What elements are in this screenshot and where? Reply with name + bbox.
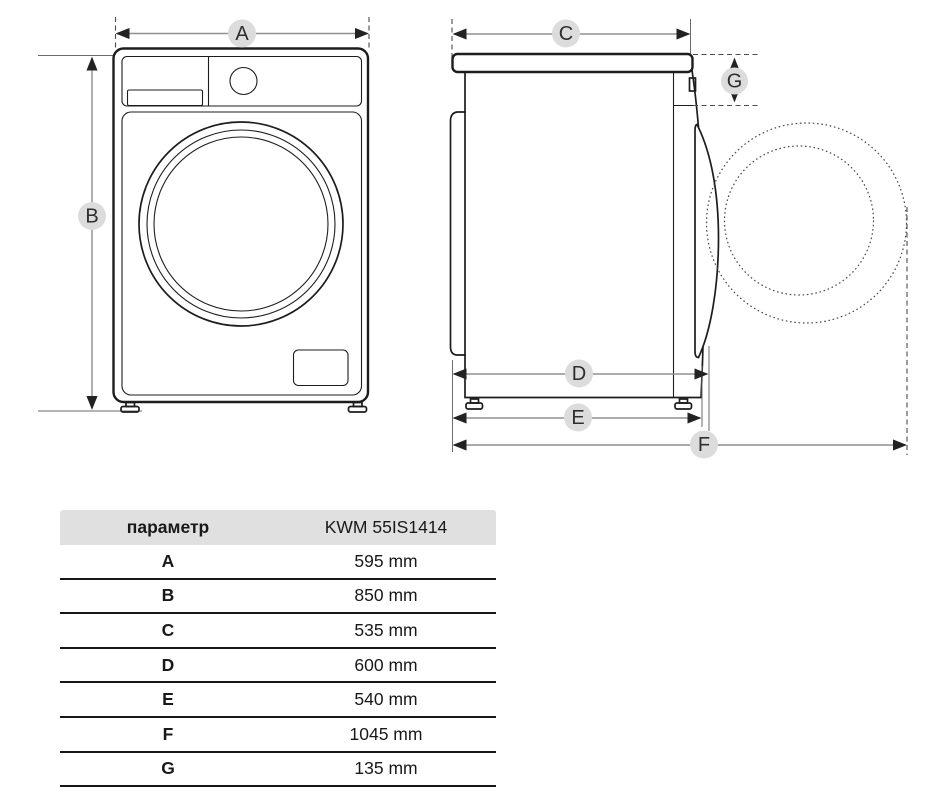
spec-table [60, 510, 496, 787]
side-body-outline [465, 64, 704, 398]
table-row [60, 718, 496, 753]
table-row [60, 580, 496, 615]
top-lid [453, 54, 693, 72]
value-cell: 135 mm [354, 758, 418, 779]
col-header-model: KWM 55IS1414 [324, 517, 448, 537]
param-cell: C [161, 619, 175, 640]
badge-label: F [697, 434, 711, 456]
dimension-badge-e [564, 404, 592, 432]
dimension-badge-d [565, 360, 593, 388]
param-cell: G [161, 758, 175, 779]
foot [349, 407, 367, 413]
badge-label: G [726, 70, 743, 93]
param-cell: D [161, 654, 175, 675]
dimension-badge-f [690, 431, 718, 459]
table-row [60, 683, 496, 718]
value-cell: 850 mm [354, 585, 418, 606]
table-row [60, 545, 496, 580]
table-row [60, 649, 496, 684]
col-header-parameter: параметр [126, 517, 210, 537]
value-cell: 1045 mm [349, 723, 423, 744]
side-view [451, 19, 908, 459]
param-cell: B [161, 585, 175, 606]
foot [675, 403, 692, 409]
param-cell: A [161, 550, 175, 571]
dimension-badge-g [721, 68, 748, 95]
badge-label: A [235, 23, 249, 45]
door-swing-outline [707, 123, 907, 323]
table-row [60, 614, 496, 649]
value-cell: 535 mm [354, 619, 418, 640]
dimension-badge-a [228, 20, 256, 48]
badge-label: C [558, 23, 574, 45]
foot [466, 403, 483, 409]
value-cell: 600 mm [354, 654, 418, 675]
dimension-badge-c [552, 20, 580, 48]
badge-label: B [85, 205, 99, 228]
param-cell: F [162, 723, 174, 744]
table-row [60, 753, 496, 788]
value-cell: 595 mm [354, 550, 418, 571]
side-door-profile [695, 125, 719, 358]
back-cover [451, 112, 467, 355]
badge-label: E [571, 407, 585, 429]
badge-label: D [571, 363, 587, 385]
door-swing-inner-outline [725, 146, 874, 295]
table-header-row [60, 510, 496, 545]
value-cell: 540 mm [354, 689, 418, 710]
dimension-badge-b [78, 202, 106, 230]
param-cell: E [162, 689, 174, 710]
front-view [38, 17, 369, 412]
foot [121, 407, 139, 413]
front-body-outline [114, 49, 369, 403]
